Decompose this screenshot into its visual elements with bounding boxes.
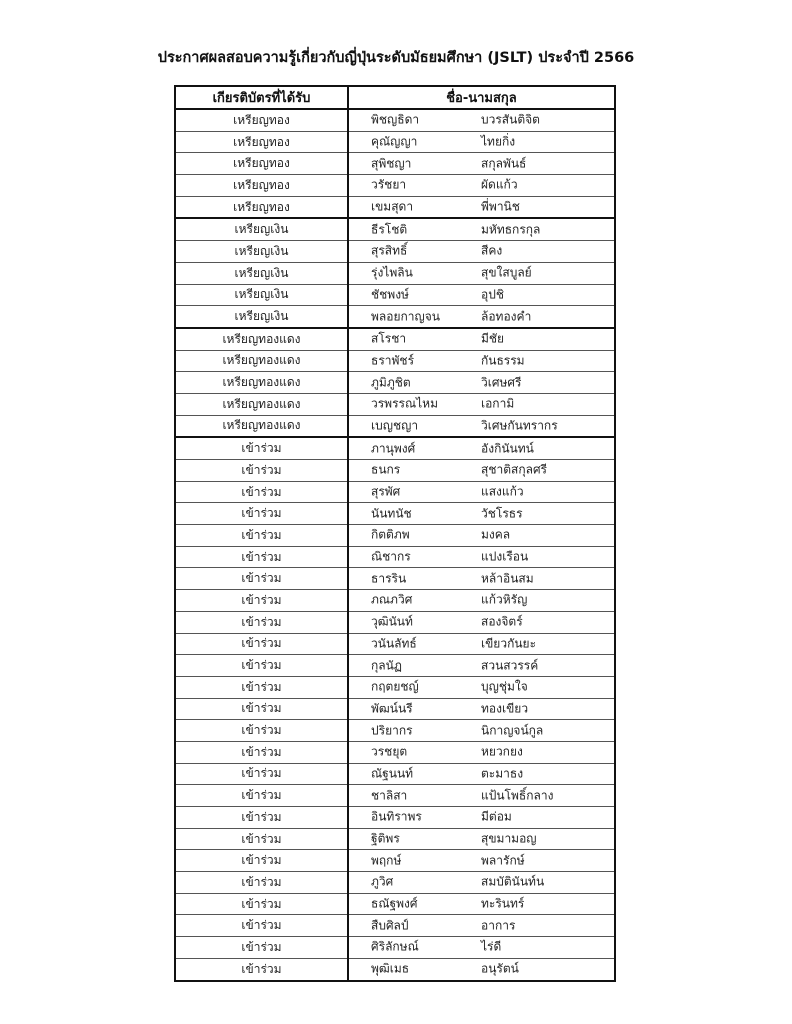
table-row [175,655,615,677]
last-name: ตะมาธง [481,766,524,781]
table-row [175,131,615,153]
first-name: พัฒน์นรี [371,701,413,716]
name-cell [348,109,615,131]
table-row [175,241,615,263]
first-name: ธีรโชติ [371,222,408,237]
name-cell [348,328,615,350]
first-name: ภานุพงศ์ [371,441,416,456]
last-name: วัชโรธร [481,506,523,521]
table-row [175,350,615,372]
name-cell [348,698,615,720]
award-cell: เข้าร่วม [175,590,348,612]
table-row [175,807,615,829]
table-row [175,437,615,459]
name-cell [348,958,615,980]
last-name: วิเศษศรี [481,375,522,390]
table-body [175,109,615,981]
first-name: ศิริลักษณ์ [371,939,419,954]
table-row [175,284,615,306]
name-cell [348,306,615,328]
award-cell: เข้าร่วม [175,546,348,568]
award-cell: เหรียญทอง [175,131,348,153]
award-cell: เข้าร่วม [175,785,348,807]
first-name: วรชยุต [371,744,408,759]
name-cell [348,437,615,459]
award-cell: เข้าร่วม [175,828,348,850]
name-cell [348,284,615,306]
first-name: วรัชยา [371,177,407,192]
first-name: พุฒิเมธ [371,961,410,976]
award-cell: เข้าร่วม [175,460,348,482]
first-name: ปริยากร [371,723,413,738]
table-row [175,828,615,850]
award-cell: เหรียญเงิน [175,306,348,328]
table-row [175,481,615,503]
first-name: วรพรรณไหม [371,396,438,411]
award-cell: เข้าร่วม [175,437,348,459]
name-cell [348,131,615,153]
last-name: แก้วหิรัญ [481,592,528,607]
award-cell: เข้าร่วม [175,611,348,633]
last-name: บวรสันติจิต [481,112,540,127]
table-row [175,633,615,655]
award-cell: เหรียญทอง [175,196,348,218]
last-name: สมบัตินันท์น [481,874,545,889]
name-cell [348,807,615,829]
first-name: ธราพัชร์ [371,353,415,368]
name-cell [348,460,615,482]
header-award: เกียรติบัตรที่ได้รับ [175,86,348,109]
name-cell [348,218,615,240]
last-name: สองจิตร์ [481,614,523,629]
name-cell [348,372,615,394]
first-name: ภูวิศ [371,874,394,889]
name-cell [348,893,615,915]
award-cell: เหรียญเงิน [175,262,348,284]
table-row [175,785,615,807]
last-name: อนุรัตน์ [481,961,519,976]
last-name: แปงเรือน [481,549,529,564]
first-name: สุรสิทธิ์ [371,243,408,258]
name-cell [348,741,615,763]
name-cell [348,611,615,633]
award-cell: เข้าร่วม [175,807,348,829]
award-cell: เข้าร่วม [175,481,348,503]
table-row [175,153,615,175]
last-name: อังกินันทน์ [481,441,534,456]
award-cell: เข้าร่วม [175,676,348,698]
name-cell [348,655,615,677]
last-name: ผัดแก้ว [481,177,518,192]
last-name: มีชัย [481,331,505,346]
last-name: ทองเขียว [481,701,529,716]
award-cell: เข้าร่วม [175,741,348,763]
award-cell: เหรียญทองแดง [175,372,348,394]
last-name: พี่พานิช [481,199,520,214]
first-name: เบญชญา [371,418,419,433]
last-name: แป้นโพธิ์กลาง [481,788,554,803]
name-cell [348,503,615,525]
table-row [175,328,615,350]
first-name: ณัฐนนท์ [371,766,414,781]
award-cell: เหรียญทอง [175,175,348,197]
name-cell [348,676,615,698]
name-cell [348,525,615,547]
award-cell: เข้าร่วม [175,698,348,720]
last-name: มีต่อม [481,809,512,824]
last-name: อุปชิ [481,287,504,302]
table-row [175,218,615,240]
table-row [175,568,615,590]
last-name: พลารักษ์ [481,853,525,868]
last-name: ไร่ดี [481,939,502,954]
table-row [175,109,615,131]
table-row [175,893,615,915]
page-title: ประกาศผลสอบความรู้เกี่ยวกับญี่ปุ่นระดับมัธยมศึกษา (JSLT) ประจำปี 2566 [157,50,635,66]
table-row [175,262,615,284]
award-cell: เหรียญทองแดง [175,415,348,437]
last-name: ล้อทองคำ [481,309,532,324]
first-name: สุพิชญา [371,156,412,171]
name-cell [348,785,615,807]
last-name: สุขมามอญ [481,831,537,846]
last-name: สวนสวรรค์ [481,658,539,673]
table-row [175,306,615,328]
last-name: มหัทธกรกุล [481,222,541,237]
award-cell: เข้าร่วม [175,503,348,525]
last-name: เอกามิ [481,396,515,411]
name-cell [348,241,615,263]
table-row [175,175,615,197]
award-cell: เข้าร่วม [175,633,348,655]
first-name: ชาลิสา [371,788,408,803]
last-name: สีคง [481,243,503,258]
first-name: ภูมิภูชิต [371,375,411,390]
table-row [175,546,615,568]
first-name: ธณัฐพงศ์ [371,896,418,911]
last-name: แสงแก้ว [481,484,524,499]
last-name: เขียวกันยะ [481,636,537,651]
table-row [175,915,615,937]
table-row [175,611,615,633]
table-row [175,415,615,437]
table-row [175,460,615,482]
first-name: กิตติภพ [371,527,410,542]
award-cell: เข้าร่วม [175,937,348,959]
first-name: ณิชากร [371,549,411,564]
table-row [175,850,615,872]
name-cell [348,546,615,568]
last-name: หยวกยง [481,744,523,759]
award-cell: เหรียญทอง [175,153,348,175]
last-name: มงคล [481,527,511,542]
name-cell [348,196,615,218]
first-name: ชัชพงษ์ [371,287,409,302]
last-name: วิเศษกันทรากร [481,418,558,433]
award-cell: เหรียญเงิน [175,218,348,240]
award-cell: เข้าร่วม [175,872,348,894]
table-row [175,372,615,394]
first-name: พลอยกาญจน [371,309,440,324]
table-row [175,741,615,763]
last-name: ไทยกิ่ง [481,134,516,149]
table-header-row [175,86,615,109]
first-name: สโรชา [371,331,407,346]
first-name: นันทนัช [371,506,412,521]
table-row [175,937,615,959]
name-cell [348,262,615,284]
name-cell [348,175,615,197]
award-cell: เข้าร่วม [175,958,348,980]
award-cell: เหรียญทอง [175,109,348,131]
award-cell: เข้าร่วม [175,720,348,742]
first-name: ธารริน [371,571,407,586]
last-name: นิกาญจน์กูล [481,723,544,738]
award-cell: เหรียญเงิน [175,284,348,306]
first-name: วุฒินันท์ [371,614,413,629]
first-name: กุลนัฏ [371,658,402,673]
first-name: วนันลัทธ์ [371,636,417,651]
last-name: กันธรรม [481,353,525,368]
table-row [175,196,615,218]
name-cell [348,872,615,894]
table-row [175,503,615,525]
name-cell [348,153,615,175]
name-cell [348,720,615,742]
first-name: กฤตยชญ์ [371,679,419,694]
first-name: ฐิติพร [371,831,400,846]
last-name: สกุลพันธ์ [481,156,527,171]
award-cell: เข้าร่วม [175,893,348,915]
name-cell [348,828,615,850]
last-name: อาการ [481,918,516,933]
award-cell: เข้าร่วม [175,763,348,785]
award-cell: เข้าร่วม [175,568,348,590]
last-name: สุชาติสกุลศรี [481,462,548,477]
first-name: คุณัญญา [371,134,418,149]
name-cell [348,763,615,785]
table-row [175,590,615,612]
table-row [175,720,615,742]
first-name: ภณภวิศ [371,592,413,607]
name-cell [348,850,615,872]
award-cell: เข้าร่วม [175,915,348,937]
award-cell: เหรียญทองแดง [175,350,348,372]
award-cell: เข้าร่วม [175,655,348,677]
first-name: สืบศิลป์ [371,918,409,933]
name-cell [348,350,615,372]
last-name: สุขใสบูลย์ [481,265,532,280]
award-cell: เข้าร่วม [175,525,348,547]
name-cell [348,937,615,959]
first-name: รุ่งไพลิน [371,265,413,280]
award-cell: เข้าร่วม [175,850,348,872]
first-name: เขมสุดา [371,199,414,214]
award-cell: เหรียญทองแดง [175,393,348,415]
table-row [175,958,615,980]
table-row [175,525,615,547]
table-row [175,393,615,415]
first-name: อินทิราพร [371,809,422,824]
table-row [175,763,615,785]
award-cell: เหรียญเงิน [175,241,348,263]
last-name: ทะรินทร์ [481,896,525,911]
table-row [175,698,615,720]
first-name: พิชญธิดา [371,112,420,127]
name-cell [348,568,615,590]
name-cell [348,393,615,415]
last-name: หล้าอินสม [481,571,534,586]
name-cell [348,633,615,655]
table-row [175,872,615,894]
name-cell [348,481,615,503]
first-name: พฤกษ์ [371,853,402,868]
first-name: สุรพัศ [371,484,401,499]
name-cell [348,590,615,612]
header-full-name: ชื่อ-นามสกุล [348,86,615,109]
last-name: บุญชุ่มใจ [481,679,528,694]
award-cell: เหรียญทองแดง [175,328,348,350]
first-name: ธนกร [371,462,401,477]
results-table [174,85,616,982]
table-row [175,676,615,698]
name-cell [348,915,615,937]
name-cell [348,415,615,437]
